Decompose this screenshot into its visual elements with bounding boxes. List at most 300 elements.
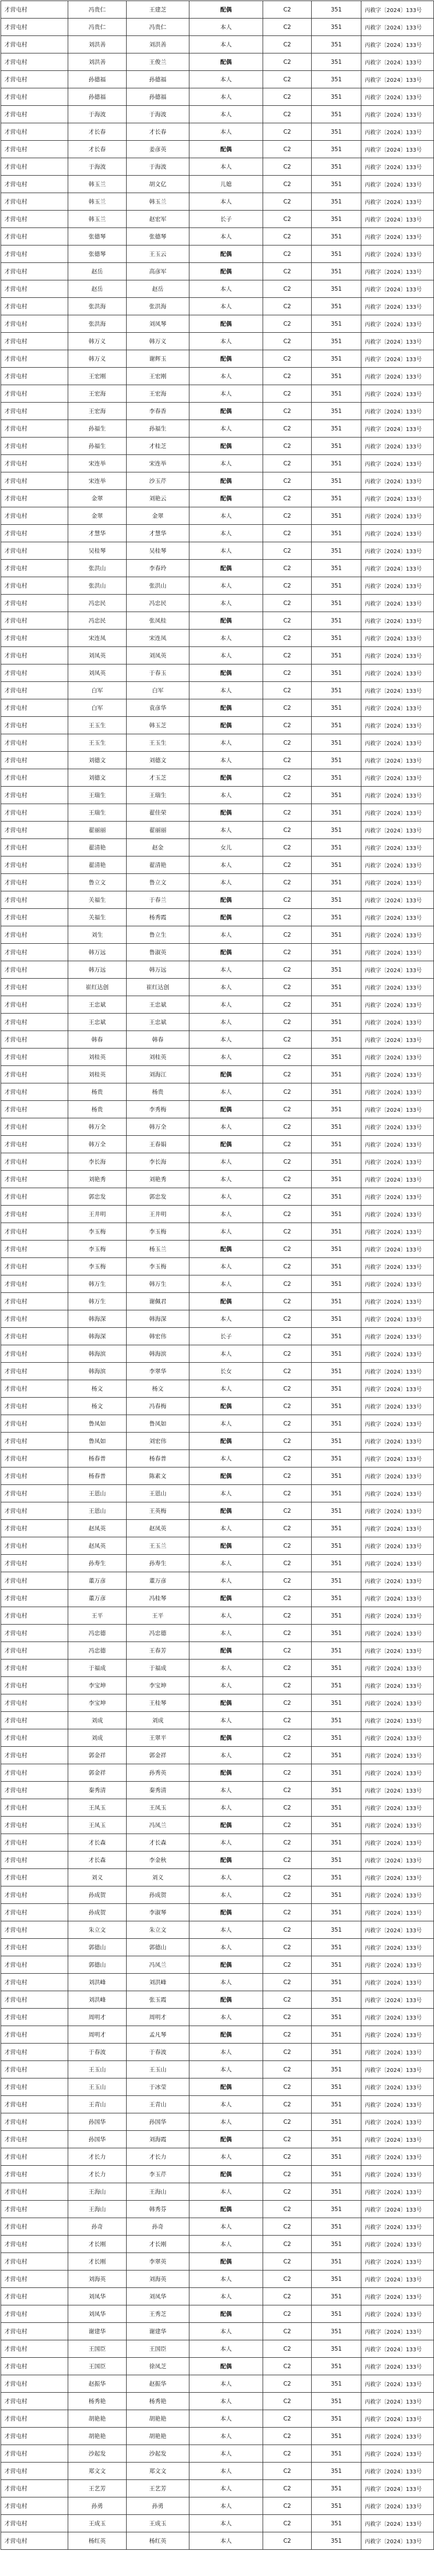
member-name-cell: 赵金: [127, 839, 189, 856]
household-head-cell: 胡艳艳: [68, 2410, 127, 2428]
category-cell: C2: [263, 1485, 312, 1502]
household-head-cell: 冯忠德: [68, 1625, 127, 1642]
relationship-cell: 配偶: [189, 1066, 263, 1083]
village-cell: 才营屯村: [1, 2445, 68, 2463]
table-row: [1, 1450, 434, 1467]
member-name-cell: 赵振华: [127, 2375, 189, 2393]
category-cell: C2: [263, 2497, 312, 2515]
village-cell: 才营屯村: [1, 1974, 68, 1991]
document-cell: 丙救字〔2024〕133号: [361, 1258, 434, 1275]
document-cell: 丙救字〔2024〕133号: [361, 263, 434, 280]
household-head-cell: 赵振华: [68, 2375, 127, 2393]
table-row: [1, 53, 434, 71]
category-cell: C2: [263, 1834, 312, 1852]
member-name-cell: 张玉霞: [127, 1991, 189, 2009]
table-row: [1, 2375, 434, 2393]
village-cell: 才营屯村: [1, 1345, 68, 1363]
relationship-cell: 本人: [189, 1712, 263, 1729]
village-cell: 才营屯村: [1, 368, 68, 385]
member-name-cell: 冯凤兰: [127, 1817, 189, 1834]
category-cell: C2: [263, 106, 312, 123]
category-cell: C2: [263, 1171, 312, 1188]
category-cell: C2: [263, 1625, 312, 1642]
table-row: [1, 1834, 434, 1852]
table-row: [1, 2061, 434, 2078]
member-name-cell: 于春玉: [127, 664, 189, 682]
household-head-cell: 刘德文: [68, 769, 127, 787]
relationship-cell: 本人: [189, 1415, 263, 1433]
category-cell: C2: [263, 1066, 312, 1083]
village-cell: 才营屯村: [1, 1049, 68, 1066]
amount-cell: 351: [312, 1171, 361, 1188]
document-cell: 丙救字〔2024〕133号: [361, 1310, 434, 1328]
document-cell: 丙救字〔2024〕133号: [361, 1188, 434, 1206]
relationship-cell: 本人: [189, 1345, 263, 1363]
village-cell: 才营屯村: [1, 1241, 68, 1258]
village-cell: 才营屯村: [1, 1852, 68, 1869]
amount-cell: 351: [312, 909, 361, 926]
document-cell: 丙救字〔2024〕133号: [361, 403, 434, 420]
category-cell: C2: [263, 525, 312, 542]
relationship-cell: 本人: [189, 2323, 263, 2340]
household-head-cell: 于春波: [68, 2044, 127, 2061]
village-cell: 才营屯村: [1, 53, 68, 71]
village-cell: 才营屯村: [1, 2375, 68, 2393]
category-cell: C2: [263, 228, 312, 245]
amount-cell: 351: [312, 2497, 361, 2515]
member-name-cell: 于海波: [127, 106, 189, 123]
category-cell: C2: [263, 804, 312, 822]
relationship-cell: 本人: [189, 36, 263, 53]
member-name-cell: 韩海滨: [127, 1345, 189, 1363]
document-cell: 丙救字〔2024〕133号: [361, 1834, 434, 1852]
village-cell: 才营屯村: [1, 2323, 68, 2340]
relationship-cell: 配偶: [189, 1991, 263, 2009]
amount-cell: 351: [312, 1590, 361, 1607]
amount-cell: 351: [312, 1363, 361, 1380]
category-cell: C2: [263, 2340, 312, 2358]
amount-cell: 351: [312, 1956, 361, 1974]
household-head-cell: 冯忠民: [68, 612, 127, 630]
village-cell: 才营屯村: [1, 2463, 68, 2480]
amount-cell: 351: [312, 1712, 361, 1729]
document-cell: 丙救字〔2024〕133号: [361, 961, 434, 979]
amount-cell: 351: [312, 1974, 361, 1991]
amount-cell: 351: [312, 1834, 361, 1852]
table-row: [1, 2323, 434, 2340]
household-head-cell: 王成玉: [68, 2515, 127, 2532]
category-cell: C2: [263, 1502, 312, 1520]
village-cell: 才营屯村: [1, 891, 68, 909]
document-cell: 丙救字〔2024〕133号: [361, 36, 434, 53]
category-cell: C2: [263, 1939, 312, 1956]
table-row: [1, 2463, 434, 2480]
member-name-cell: 才玉芝: [127, 769, 189, 787]
amount-cell: 351: [312, 438, 361, 455]
household-head-cell: 孙国华: [68, 2131, 127, 2148]
category-cell: C2: [263, 2201, 312, 2218]
village-cell: 才营屯村: [1, 2497, 68, 2515]
village-cell: 才营屯村: [1, 787, 68, 804]
household-head-cell: 杨春普: [68, 1467, 127, 1485]
relationship-cell: 本人: [189, 787, 263, 804]
table-row: [1, 1694, 434, 1712]
document-cell: 丙救字〔2024〕133号: [361, 1869, 434, 1886]
household-head-cell: 韩万生: [68, 1275, 127, 1293]
village-cell: 才营屯村: [1, 1660, 68, 1677]
category-cell: C2: [263, 2061, 312, 2078]
category-cell: C2: [263, 1712, 312, 1729]
document-cell: 丙救字〔2024〕133号: [361, 612, 434, 630]
member-name-cell: 王海山: [127, 2183, 189, 2201]
amount-cell: 351: [312, 2410, 361, 2428]
category-cell: C2: [263, 1153, 312, 1171]
member-name-cell: 谢建华: [127, 2323, 189, 2340]
amount-cell: 351: [312, 717, 361, 734]
household-head-cell: 才长森: [68, 1834, 127, 1852]
amount-cell: 351: [312, 734, 361, 752]
table-row: [1, 664, 434, 682]
category-cell: C2: [263, 734, 312, 752]
document-cell: 丙救字〔2024〕133号: [361, 1398, 434, 1415]
document-cell: 丙救字〔2024〕133号: [361, 1136, 434, 1153]
household-head-cell: 刘凤华: [68, 2305, 127, 2323]
household-head-cell: 刘洪峰: [68, 1991, 127, 2009]
table-row: [1, 455, 434, 472]
document-cell: 丙救字〔2024〕133号: [361, 438, 434, 455]
relationship-cell: 配偶: [189, 2166, 263, 2183]
table-row: [1, 2078, 434, 2096]
amount-cell: 351: [312, 1293, 361, 1310]
document-cell: 丙救字〔2024〕133号: [361, 926, 434, 944]
amount-cell: 351: [312, 891, 361, 909]
document-cell: 丙救字〔2024〕133号: [361, 1467, 434, 1485]
table-row: [1, 2305, 434, 2323]
amount-cell: 351: [312, 560, 361, 577]
document-cell: 丙救字〔2024〕133号: [361, 472, 434, 490]
village-cell: 才营屯村: [1, 1153, 68, 1171]
amount-cell: 351: [312, 193, 361, 211]
table-row: [1, 1467, 434, 1485]
category-cell: C2: [263, 1677, 312, 1694]
household-head-cell: 孙福生: [68, 438, 127, 455]
village-cell: 才营屯村: [1, 1502, 68, 1520]
document-cell: 丙救字〔2024〕133号: [361, 2463, 434, 2480]
member-name-cell: 王忠斌: [127, 1014, 189, 1031]
document-cell: 丙救字〔2024〕133号: [361, 1433, 434, 1450]
household-head-cell: 郭德山: [68, 1939, 127, 1956]
category-cell: C2: [263, 2445, 312, 2463]
relationship-cell: 配偶: [189, 909, 263, 926]
document-cell: 丙救字〔2024〕133号: [361, 298, 434, 315]
amount-cell: 351: [312, 1328, 361, 1345]
household-head-cell: 韩万全: [68, 1136, 127, 1153]
household-head-cell: 韩玉兰: [68, 193, 127, 211]
relationship-cell: 长子: [189, 211, 263, 228]
category-cell: C2: [263, 787, 312, 804]
document-cell: 丙救字〔2024〕133号: [361, 1537, 434, 1555]
table-row: [1, 2218, 434, 2236]
table-row: [1, 734, 434, 752]
household-head-cell: 冯忠德: [68, 1642, 127, 1660]
amount-cell: 351: [312, 1869, 361, 1886]
relationship-cell: 本人: [189, 630, 263, 647]
category-cell: C2: [263, 1729, 312, 1747]
relationship-cell: 本人: [189, 1974, 263, 1991]
table-row: [1, 1049, 434, 1066]
category-cell: C2: [263, 560, 312, 577]
member-name-cell: 谢辉玉: [127, 350, 189, 368]
table-row: [1, 1712, 434, 1729]
village-cell: 才营屯村: [1, 1380, 68, 1398]
category-cell: C2: [263, 1921, 312, 1939]
category-cell: C2: [263, 752, 312, 769]
member-name-cell: 王英梅: [127, 1502, 189, 1520]
category-cell: C2: [263, 1817, 312, 1834]
category-cell: C2: [263, 1572, 312, 1590]
relationship-cell: 配偶: [189, 769, 263, 787]
village-cell: 才营屯村: [1, 2218, 68, 2236]
amount-cell: 351: [312, 2253, 361, 2271]
relationship-cell: 本人: [189, 1153, 263, 1171]
category-cell: C2: [263, 1590, 312, 1607]
document-cell: 丙救字〔2024〕133号: [361, 752, 434, 769]
amount-cell: 351: [312, 280, 361, 298]
table-row: [1, 2044, 434, 2061]
relationship-cell: 本人: [189, 2497, 263, 2515]
village-cell: 才营屯村: [1, 1921, 68, 1939]
amount-cell: 351: [312, 228, 361, 245]
category-cell: C2: [263, 280, 312, 298]
village-cell: 才营屯村: [1, 664, 68, 682]
household-head-cell: 才长刚: [68, 2236, 127, 2253]
relationship-cell: 本人: [189, 1275, 263, 1293]
household-head-cell: 刘洪善: [68, 53, 127, 71]
amount-cell: 351: [312, 1275, 361, 1293]
amount-cell: 351: [312, 822, 361, 839]
document-cell: 丙救字〔2024〕133号: [361, 891, 434, 909]
village-cell: 才营屯村: [1, 2078, 68, 2096]
table-row: [1, 368, 434, 385]
member-name-cell: 刘桂英: [127, 1049, 189, 1066]
category-cell: C2: [263, 141, 312, 158]
relationship-cell: 本人: [189, 2096, 263, 2113]
document-cell: 丙救字〔2024〕133号: [361, 2340, 434, 2358]
relationship-cell: 本人: [189, 1834, 263, 1852]
relationship-cell: 本人: [189, 71, 263, 88]
amount-cell: 351: [312, 1555, 361, 1572]
table-row: [1, 350, 434, 368]
amount-cell: 351: [312, 787, 361, 804]
table-row: [1, 1014, 434, 1031]
document-cell: 丙救字〔2024〕133号: [361, 2410, 434, 2428]
household-head-cell: 杨红英: [68, 2532, 127, 2550]
village-cell: 才营屯村: [1, 647, 68, 664]
member-name-cell: 杨秀霞: [127, 909, 189, 926]
category-cell: C2: [263, 1275, 312, 1293]
relationship-cell: 本人: [189, 2340, 263, 2358]
document-cell: 丙救字〔2024〕133号: [361, 1363, 434, 1380]
member-name-cell: 金翠: [127, 507, 189, 525]
member-name-cell: 韩万生: [127, 1275, 189, 1293]
document-cell: 丙救字〔2024〕133号: [361, 1502, 434, 1520]
table-body: [1, 1, 434, 2550]
category-cell: C2: [263, 909, 312, 926]
village-cell: 才营屯村: [1, 1171, 68, 1188]
document-cell: 丙救字〔2024〕133号: [361, 1852, 434, 1869]
relationship-cell: 本人: [189, 298, 263, 315]
document-cell: 丙救字〔2024〕133号: [361, 1275, 434, 1293]
member-name-cell: 宋连凤: [127, 630, 189, 647]
member-name-cell: 胡文亿: [127, 176, 189, 193]
relationship-cell: 配偶: [189, 1590, 263, 1607]
amount-cell: 351: [312, 2148, 361, 2166]
amount-cell: 351: [312, 1939, 361, 1956]
amount-cell: 351: [312, 2393, 361, 2410]
category-cell: C2: [263, 769, 312, 787]
village-cell: 才营屯村: [1, 2288, 68, 2305]
amount-cell: 351: [312, 1310, 361, 1328]
category-cell: C2: [263, 1310, 312, 1328]
document-cell: 丙救字〔2024〕133号: [361, 944, 434, 961]
table-row: [1, 1782, 434, 1799]
amount-cell: 351: [312, 856, 361, 874]
amount-cell: 351: [312, 36, 361, 53]
table-row: [1, 36, 434, 53]
category-cell: C2: [263, 420, 312, 438]
member-name-cell: 刘成: [127, 1712, 189, 1729]
relationship-cell: 配偶: [189, 560, 263, 577]
table-row: [1, 752, 434, 769]
amount-cell: 351: [312, 490, 361, 507]
member-name-cell: 李春玲: [127, 560, 189, 577]
household-head-cell: 赵凤英: [68, 1520, 127, 1537]
member-name-cell: 刘宏伟: [127, 1433, 189, 1450]
document-cell: 丙救字〔2024〕133号: [361, 211, 434, 228]
village-cell: 才营屯村: [1, 1834, 68, 1852]
category-cell: C2: [263, 2044, 312, 2061]
member-name-cell: 孙寿生: [127, 1555, 189, 1572]
amount-cell: 351: [312, 2166, 361, 2183]
member-name-cell: 李玉梅: [127, 1258, 189, 1275]
document-cell: 丙救字〔2024〕133号: [361, 525, 434, 542]
household-head-cell: 董万彦: [68, 1572, 127, 1590]
household-head-cell: 王瑞生: [68, 804, 127, 822]
relationship-cell: 配偶: [189, 141, 263, 158]
member-name-cell: 刘艳秀: [127, 1171, 189, 1188]
table-row: [1, 123, 434, 141]
amount-cell: 351: [312, 1118, 361, 1136]
relationship-cell: 配偶: [189, 1817, 263, 1834]
amount-cell: 351: [312, 647, 361, 664]
household-head-cell: 韩海滨: [68, 1345, 127, 1363]
amount-cell: 351: [312, 2113, 361, 2131]
village-cell: 才营屯村: [1, 1223, 68, 1241]
document-cell: 丙救字〔2024〕133号: [361, 2305, 434, 2323]
relationship-cell: 配偶: [189, 1502, 263, 1520]
amount-cell: 351: [312, 2428, 361, 2445]
document-cell: 丙救字〔2024〕133号: [361, 1764, 434, 1782]
household-head-cell: 王忠斌: [68, 1014, 127, 1031]
category-cell: C2: [263, 455, 312, 472]
village-cell: 才营屯村: [1, 2148, 68, 2166]
category-cell: C2: [263, 1764, 312, 1782]
relationship-cell: 本人: [189, 595, 263, 612]
household-head-cell: 才长春: [68, 123, 127, 141]
category-cell: C2: [263, 245, 312, 263]
amount-cell: 351: [312, 19, 361, 36]
category-cell: C2: [263, 1188, 312, 1206]
table-row: [1, 1275, 434, 1293]
table-row: [1, 1118, 434, 1136]
amount-cell: 351: [312, 2305, 361, 2323]
category-cell: C2: [263, 630, 312, 647]
category-cell: C2: [263, 1520, 312, 1537]
household-head-cell: 韩万远: [68, 944, 127, 961]
document-cell: 丙救字〔2024〕133号: [361, 176, 434, 193]
table-row: [1, 88, 434, 106]
document-cell: 丙救字〔2024〕133号: [361, 856, 434, 874]
relationship-cell: 本人: [189, 1625, 263, 1642]
relationship-cell: 本人: [189, 1188, 263, 1206]
document-cell: 丙救字〔2024〕133号: [361, 2428, 434, 2445]
amount-cell: 351: [312, 2288, 361, 2305]
member-name-cell: 李春香: [127, 403, 189, 420]
village-cell: 才营屯村: [1, 2061, 68, 2078]
amount-cell: 351: [312, 158, 361, 176]
amount-cell: 351: [312, 577, 361, 595]
village-cell: 才营屯村: [1, 19, 68, 36]
document-cell: 丙救字〔2024〕133号: [361, 1607, 434, 1625]
category-cell: C2: [263, 2463, 312, 2480]
table-row: [1, 228, 434, 245]
document-cell: 丙救字〔2024〕133号: [361, 577, 434, 595]
table-row: [1, 1136, 434, 1153]
amount-cell: 351: [312, 996, 361, 1014]
household-head-cell: 王海山: [68, 2183, 127, 2201]
household-head-cell: 朱立文: [68, 1921, 127, 1939]
category-cell: C2: [263, 1328, 312, 1345]
amount-cell: 351: [312, 699, 361, 717]
table-row: [1, 1223, 434, 1241]
document-cell: 丙救字〔2024〕133号: [361, 2183, 434, 2201]
category-cell: C2: [263, 1852, 312, 1869]
category-cell: C2: [263, 1014, 312, 1031]
relationship-cell: 本人: [189, 123, 263, 141]
relationship-cell: 配偶: [189, 1101, 263, 1118]
household-head-cell: 郑文文: [68, 2463, 127, 2480]
document-cell: 丙救字〔2024〕133号: [361, 769, 434, 787]
category-cell: C2: [263, 1991, 312, 2009]
household-head-cell: 崔红达创: [68, 979, 127, 996]
household-head-cell: 韩万全: [68, 1118, 127, 1136]
document-cell: 丙救字〔2024〕133号: [361, 2358, 434, 2375]
household-head-cell: 李玉梅: [68, 1258, 127, 1275]
document-cell: 丙救字〔2024〕133号: [361, 647, 434, 664]
household-head-cell: 白军: [68, 699, 127, 717]
category-cell: C2: [263, 1206, 312, 1223]
household-head-cell: 才长春: [68, 141, 127, 158]
household-head-cell: 孙成贺: [68, 1904, 127, 1921]
document-cell: 丙救字〔2024〕133号: [361, 1572, 434, 1590]
table-row: [1, 822, 434, 839]
table-row: [1, 507, 434, 525]
village-cell: 才营屯村: [1, 490, 68, 507]
table-row: [1, 1886, 434, 1904]
document-cell: 丙救字〔2024〕133号: [361, 1206, 434, 1223]
amount-cell: 351: [312, 2131, 361, 2148]
table-row: [1, 1415, 434, 1433]
